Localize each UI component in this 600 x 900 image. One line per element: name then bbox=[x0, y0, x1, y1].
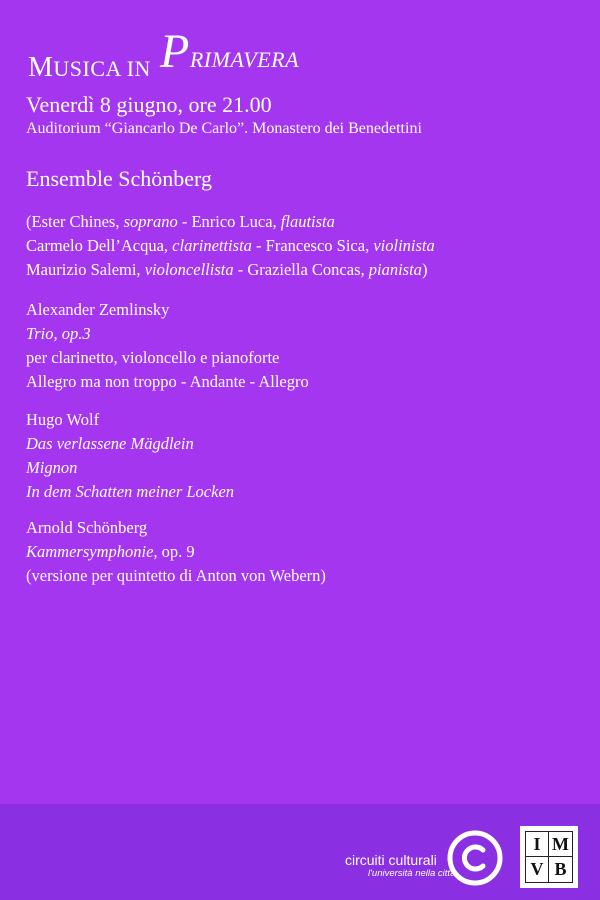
member-role: violoncellista bbox=[144, 260, 234, 279]
page-title bbox=[28, 18, 588, 83]
member-name: Carmelo Dell’Acqua, bbox=[26, 236, 173, 255]
imvb-letter: V bbox=[526, 857, 549, 882]
imvb-letter: M bbox=[549, 832, 572, 857]
title-musica-in bbox=[28, 52, 151, 84]
program-item-zemlinsky bbox=[26, 298, 309, 394]
member-role: soprano bbox=[123, 212, 178, 231]
circuiti-culturali-subtitle: l'università nella città bbox=[368, 868, 456, 879]
program-item-schoenberg bbox=[26, 516, 326, 588]
member-role: flautista bbox=[280, 212, 335, 231]
work-detail: (versione per quintetto di Anton von Webern) bbox=[26, 566, 326, 585]
program-item-wolf bbox=[26, 408, 234, 504]
work-title: In dem Schatten meiner Locken bbox=[26, 482, 235, 501]
event-date: Venerdì 8 giugno, ore 21.00 bbox=[26, 92, 272, 117]
footer-bar bbox=[0, 804, 600, 900]
member-name: - Francesco Sica, bbox=[251, 236, 374, 255]
imvb-letter: I bbox=[526, 832, 549, 857]
work-title: Kammersymphonie bbox=[26, 542, 154, 561]
title-primavera bbox=[160, 24, 299, 79]
work-title: Trio, op.3 bbox=[26, 324, 91, 343]
ensemble-name: Ensemble Schönberg bbox=[26, 166, 212, 191]
member-name: Maurizio Salemi, bbox=[26, 260, 145, 279]
work-opus: , op. 9 bbox=[153, 542, 195, 561]
composer-name: Arnold Schönberg bbox=[26, 518, 148, 537]
title-musica-rest: USICA IN bbox=[53, 56, 151, 81]
work-detail: per clarinetto, violoncello e pianoforte bbox=[26, 348, 280, 367]
members-close-paren: ) bbox=[421, 260, 428, 279]
imvb-letter: B bbox=[554, 859, 567, 879]
circuiti-culturali-logo-icon bbox=[447, 830, 503, 886]
circuiti-culturali-text: circuiti culturali bbox=[345, 852, 437, 868]
members-line bbox=[26, 234, 435, 258]
work-title: Mignon bbox=[26, 458, 78, 477]
composer-name: Alexander Zemlinsky bbox=[26, 300, 170, 319]
composer-name: Hugo Wolf bbox=[26, 410, 100, 429]
title-musica-cap: M bbox=[28, 52, 54, 83]
member-name: - Enrico Luca, bbox=[177, 212, 281, 231]
member-name: (Ester Chines, bbox=[26, 212, 124, 231]
member-role: pianista bbox=[368, 260, 422, 279]
imvb-logo-icon bbox=[520, 826, 578, 888]
work-title-line bbox=[26, 540, 326, 564]
event-venue: Auditorium “Giancarlo De Carlo”. Monastero dei Benedettini bbox=[26, 120, 422, 137]
work-title: Das verlassene Mägdlein bbox=[26, 434, 194, 453]
work-movements: Allegro ma non troppo - Andante - Allegro bbox=[26, 372, 309, 391]
member-role: clarinettista bbox=[172, 236, 252, 255]
ensemble-members bbox=[26, 210, 435, 282]
members-line bbox=[26, 258, 435, 282]
title-primavera-rest: RIMAVERA bbox=[189, 47, 300, 72]
title-primavera-cap: P bbox=[160, 25, 190, 78]
members-line bbox=[26, 210, 435, 234]
member-role: violinista bbox=[373, 236, 435, 255]
member-name: - Graziella Concas, bbox=[233, 260, 369, 279]
